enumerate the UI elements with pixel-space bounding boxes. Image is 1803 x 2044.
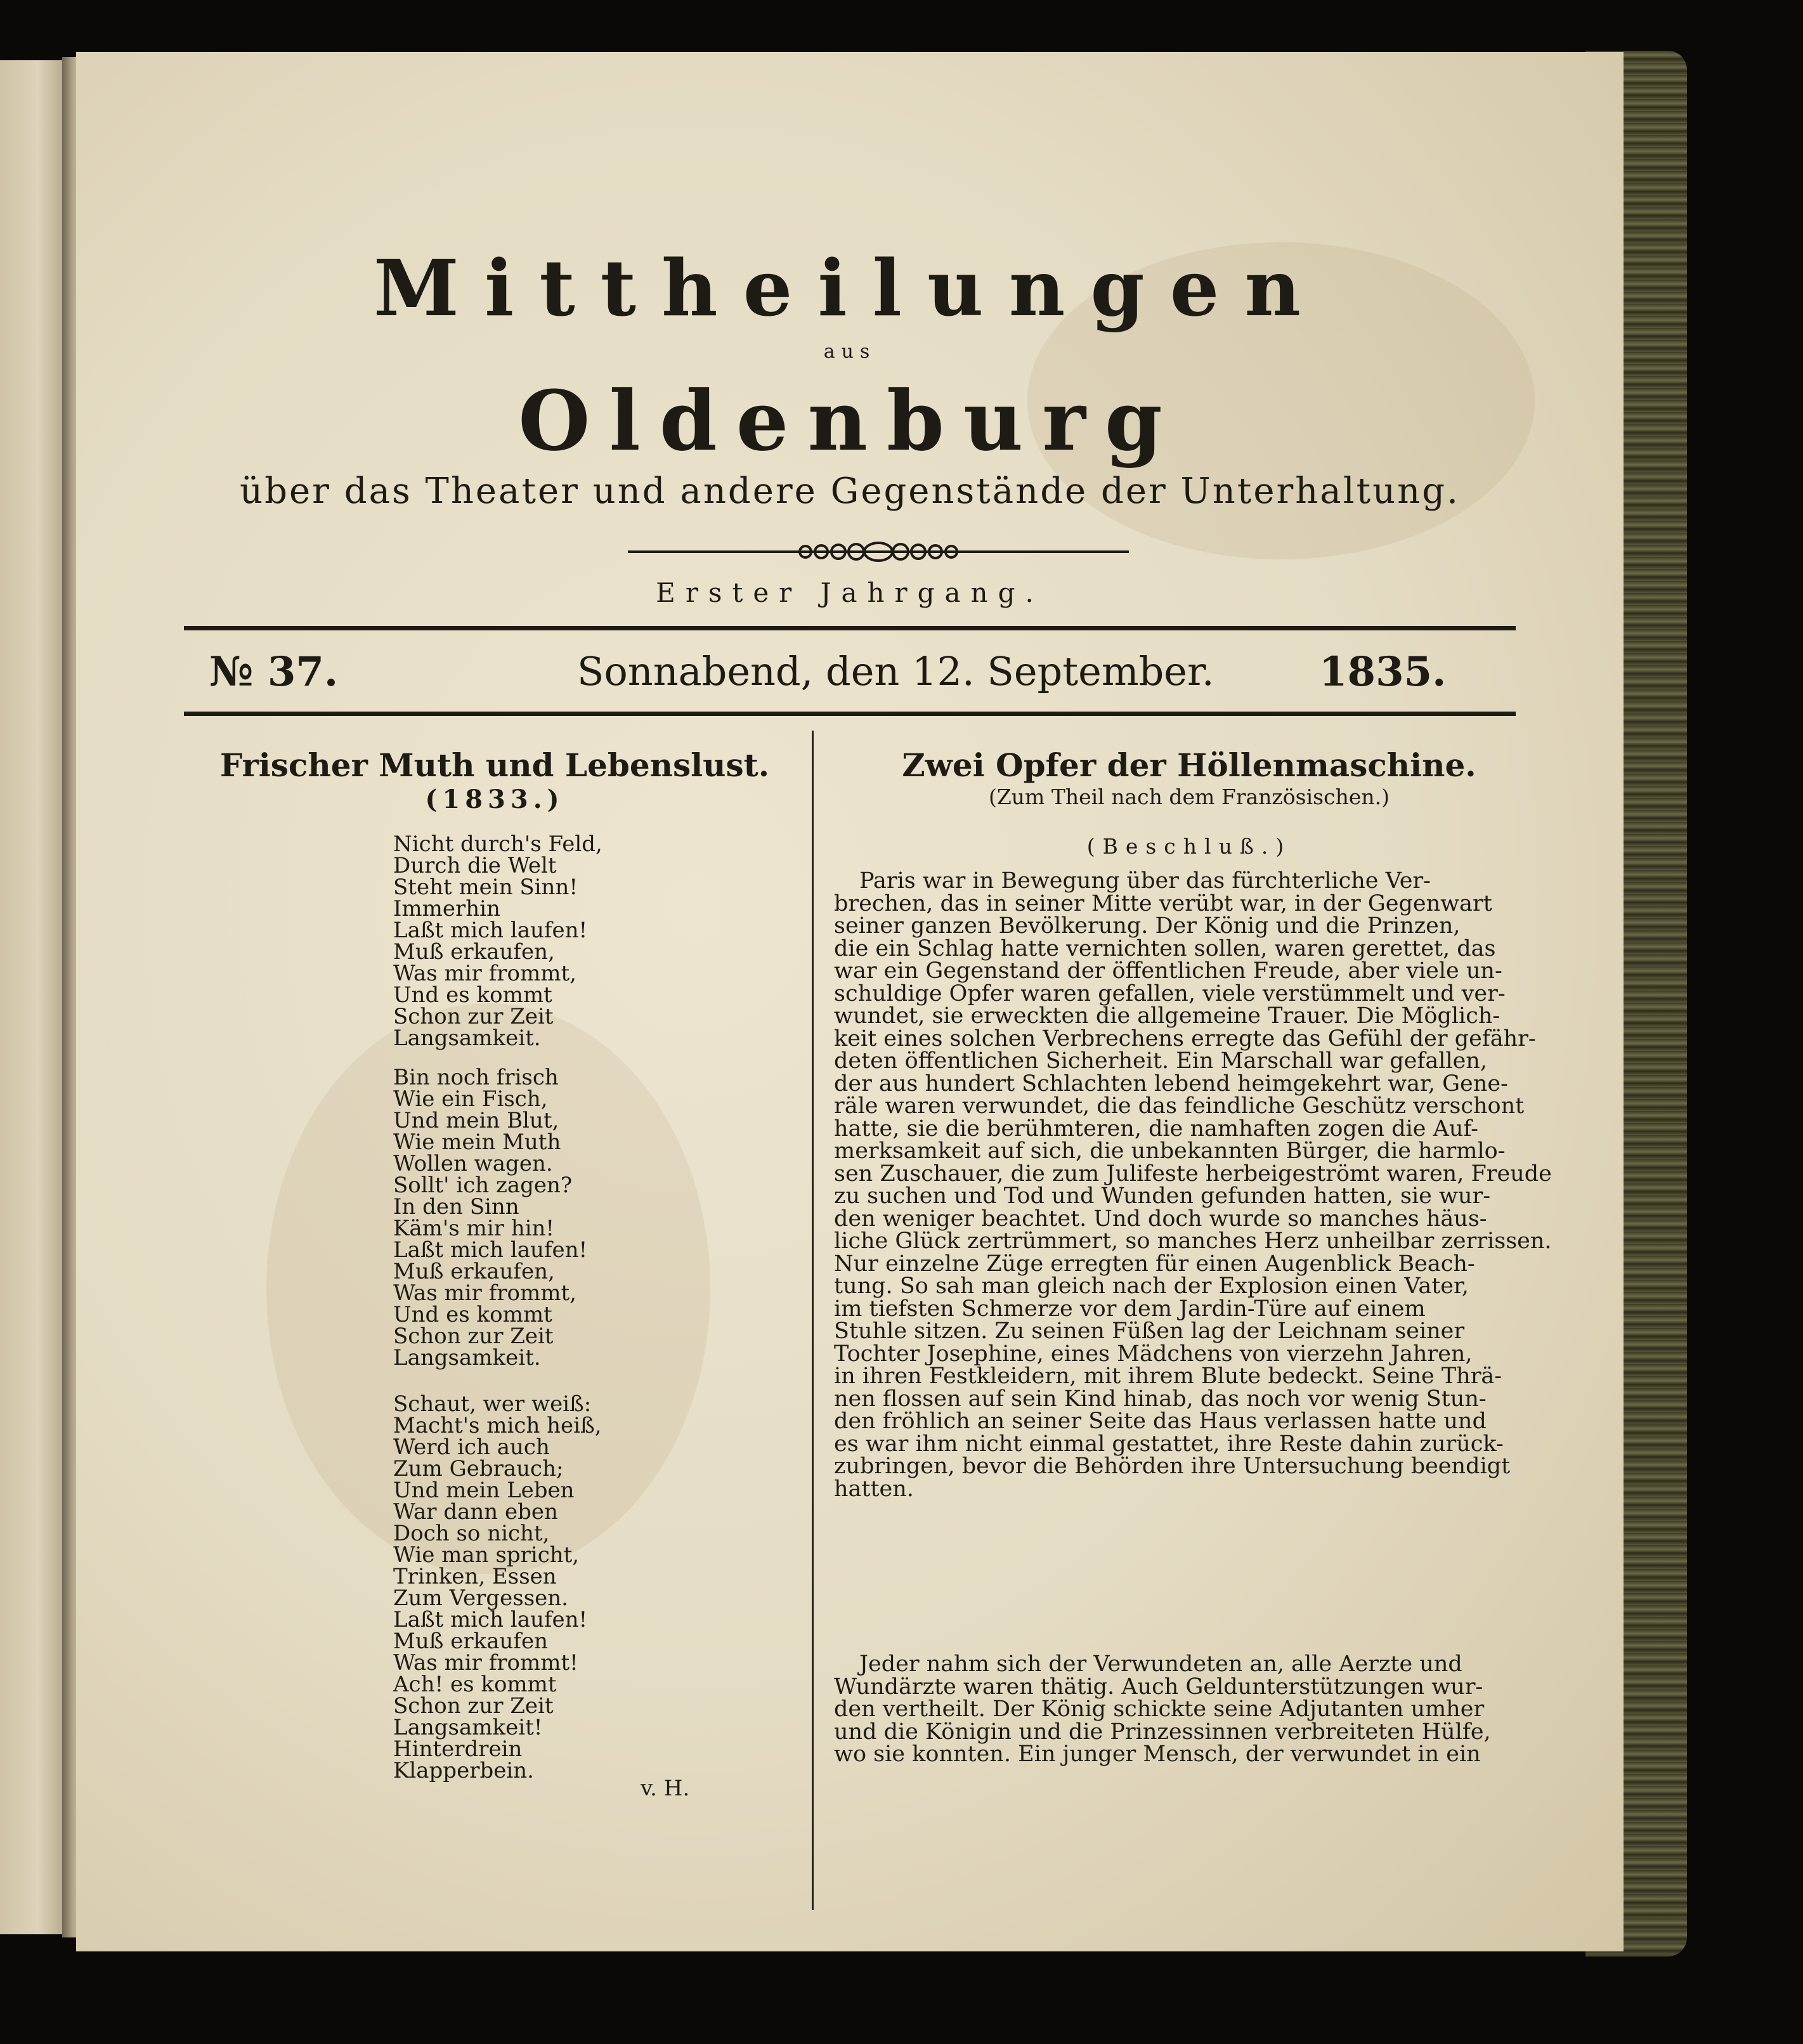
poem-line: Macht's mich heiß,: [393, 1413, 602, 1438]
poem-line: Zum Vergessen.: [393, 1585, 568, 1611]
poem-line: Wie mein Muth: [393, 1129, 561, 1155]
article-subtitle: (Zum Theil nach dem Französischen.): [989, 784, 1390, 809]
poem-stanza-2: [393, 1067, 786, 1369]
article-line: liche Glück zertrümmert, so manches Herz unheilbar zerrissen.: [834, 1228, 1552, 1254]
article-line: den weniger beachtet. Und doch wurde so manches häus-: [834, 1206, 1487, 1232]
masthead-title: Mittheilungen: [373, 242, 1327, 334]
poem-line: Muß erkaufen,: [393, 939, 555, 965]
article-line: und die Königin und die Prinzessinnen verbreiteten Hülfe,: [834, 1719, 1491, 1745]
issue-date: Sonnabend, den 12. September.: [577, 648, 1214, 694]
poem-line: Und mein Leben: [393, 1478, 575, 1503]
poem-line: Bin noch frisch: [393, 1065, 559, 1090]
poem-line: Langsamkeit!: [393, 1715, 543, 1740]
article-continuation-note: (Beschluß.): [1086, 834, 1292, 859]
poem-line: Laßt mich laufen!: [393, 1607, 588, 1632]
poem-line: Und es kommt: [393, 982, 552, 1008]
poem-line: Käm's mir hin!: [393, 1216, 555, 1241]
left-page-edge: [0, 60, 63, 1934]
article-line: räle waren verwundet, die das feindliche Geschütz verschont: [834, 1093, 1525, 1119]
poem-line: Was mir frommt,: [393, 1280, 576, 1306]
column-divider: [812, 731, 814, 1910]
article-line: im tiefsten Schmerze vor dem Jardin-Türe auf einem: [834, 1296, 1426, 1322]
poem-line: Schon zur Zeit: [393, 1324, 554, 1349]
poem-line: Muß erkaufen: [393, 1629, 548, 1654]
poem-line: Schon zur Zeit: [393, 1004, 554, 1029]
poem-line: Laßt mich laufen!: [393, 1237, 588, 1263]
poem-year: (1833.): [425, 784, 564, 814]
poem-line: Immerhin: [393, 896, 500, 921]
poem-line: Nicht durch's Feld,: [393, 831, 602, 857]
ornament-divider: [628, 539, 1129, 564]
article-line: wundet, sie erweckten die allgemeine Trauer. Die Möglich-: [834, 1003, 1500, 1029]
article-line: merksamkeit auf sich, die unbekannten Bürger, die harmlo-: [834, 1138, 1506, 1164]
article-line: keit eines solchen Verbrechens erregte das Gefühl der gefähr-: [834, 1025, 1536, 1051]
poem-line: Doch so nicht,: [393, 1521, 550, 1546]
article-line: tung. So sah man gleich nach der Explosion einen Vater,: [834, 1273, 1469, 1299]
article-line: den fröhlich an seiner Seite das Haus verlassen hatte und: [834, 1409, 1487, 1434]
poem-line: Klapperbein.: [393, 1758, 534, 1783]
article-line: sen Zuschauer, die zum Julifeste herbeigeströmt waren, Freude: [834, 1161, 1552, 1187]
poem-line: Sollt' ich zagen?: [393, 1173, 573, 1198]
article-line: die ein Schlag hatte vernichten sollen, waren gerettet, das: [834, 935, 1496, 961]
article-line: Paris war in Bewegung über das fürchterliche Ver-: [859, 868, 1431, 894]
poem-line: In den Sinn: [393, 1194, 519, 1220]
poem-line: War dann eben: [393, 1499, 558, 1525]
poem-line: Schon zur Zeit: [393, 1693, 554, 1719]
article-line: hatte, sie die berühmteren, die namhaften zogen die Auf-: [834, 1116, 1478, 1142]
poem-line: Was mir frommt!: [393, 1650, 578, 1676]
article-line: Nur einzelne Züge erregten für einen Augenblick Beach-: [834, 1251, 1475, 1277]
poem-title: Frischer Muth und Lebenslust.: [219, 746, 770, 784]
article-line: Stuhle sitzen. Zu seinen Füßen lag der Leichnam seiner: [834, 1318, 1465, 1344]
issue-year: 1835.: [1319, 648, 1447, 696]
article-line: in ihren Festkleidern, mit ihrem Blute bedeckt. Seine Thrä-: [834, 1364, 1502, 1389]
volume-label: Erster Jahrgang.: [656, 577, 1044, 608]
poem-line: Langsamkeit.: [393, 1345, 541, 1370]
article-line: zu suchen und Tod und Wunden gefunden hatten, sie wur-: [834, 1183, 1491, 1209]
article-line: war ein Gegenstand der öffentlichen Freude, aber viele un-: [834, 958, 1502, 984]
article-line: der aus hundert Schlachten lebend heimgekehrt war, Gene-: [834, 1071, 1508, 1097]
poem-line: Zum Gebrauch;: [393, 1456, 564, 1481]
article-line: deten öffentlichen Sicherheit. Ein Marschall war gefallen,: [834, 1048, 1487, 1074]
article-line: seiner ganzen Bevölkerung. Der König und die Prinzen,: [834, 913, 1461, 939]
poem-line: Was mir frommt,: [393, 961, 576, 986]
poem-line: Wollen wagen.: [393, 1151, 553, 1176]
article-line: es war ihm nicht einmal gestattet, ihre Reste dahin zurück-: [834, 1431, 1504, 1457]
poem-line: Schaut, wer weiß:: [393, 1391, 592, 1417]
article-line: schuldige Opfer waren gefallen, viele verstümmelt und ver-: [834, 980, 1506, 1006]
header-rule-bottom: [184, 712, 1516, 716]
poem-line: Wie ein Fisch,: [393, 1086, 548, 1112]
poem-line: Trinken, Essen: [393, 1564, 557, 1589]
article-line: zubringen, bevor die Behörden ihre Untersuchung beendigt: [834, 1454, 1511, 1479]
poem-line: Und mein Blut,: [393, 1108, 559, 1133]
newspaper-page: [76, 52, 1624, 1951]
article-line: hatten.: [834, 1476, 914, 1502]
article-paragraph-2: [834, 1653, 1544, 1766]
poem-line: Wie man spricht,: [393, 1542, 580, 1568]
masthead-subtitle: über das Theater und andere Gegenstände der Unterhaltung.: [240, 471, 1460, 512]
article-line: Wundärzte waren thätig. Auch Geldunterstützungen wur-: [834, 1674, 1483, 1700]
poem-line: Durch die Welt: [393, 853, 557, 878]
poem-signature: v. H.: [641, 1776, 690, 1801]
article-line: wo sie konnten. Ein junger Mensch, der verwundet in ein: [834, 1741, 1481, 1767]
masthead-city: Oldenburg: [518, 372, 1181, 469]
article-line: brechen, das in seiner Mitte verübt war, in der Gegenwart: [834, 890, 1492, 916]
poem-line: Langsamkeit.: [393, 1025, 541, 1051]
poem-line: Laßt mich laufen!: [393, 918, 588, 943]
article-line: Jeder nahm sich der Verwundeten an, alle Aerzte und: [859, 1651, 1462, 1677]
article-paragraph-1: [834, 868, 1552, 1502]
article-line: nen flossen auf sein Kind hinab, das noch vor wenig Stun-: [834, 1386, 1487, 1412]
poem-line: Werd ich auch: [393, 1435, 550, 1460]
poem-line: Steht mein Sinn!: [393, 875, 578, 900]
poem-line: Ach! es kommt: [393, 1672, 557, 1697]
article-line: den vertheilt. Der König schickte seine Adjutanten umher: [834, 1696, 1485, 1722]
poem-stanza-3: [393, 1393, 786, 1781]
poem-line: Hinterdrein: [393, 1736, 523, 1762]
article-line: Tochter Josephine, eines Mädchens von vierzehn Jahren,: [834, 1341, 1473, 1367]
poem-line: Und es kommt: [393, 1302, 552, 1327]
header-rule-top: [184, 626, 1516, 630]
poem-stanza-1: [393, 833, 786, 1049]
article-title: Zwei Opfer der Höllenmaschine.: [902, 746, 1476, 784]
masthead-aus: aus: [823, 341, 876, 363]
poem-line: Muß erkaufen,: [393, 1259, 555, 1284]
issue-number: № 37.: [209, 648, 339, 696]
